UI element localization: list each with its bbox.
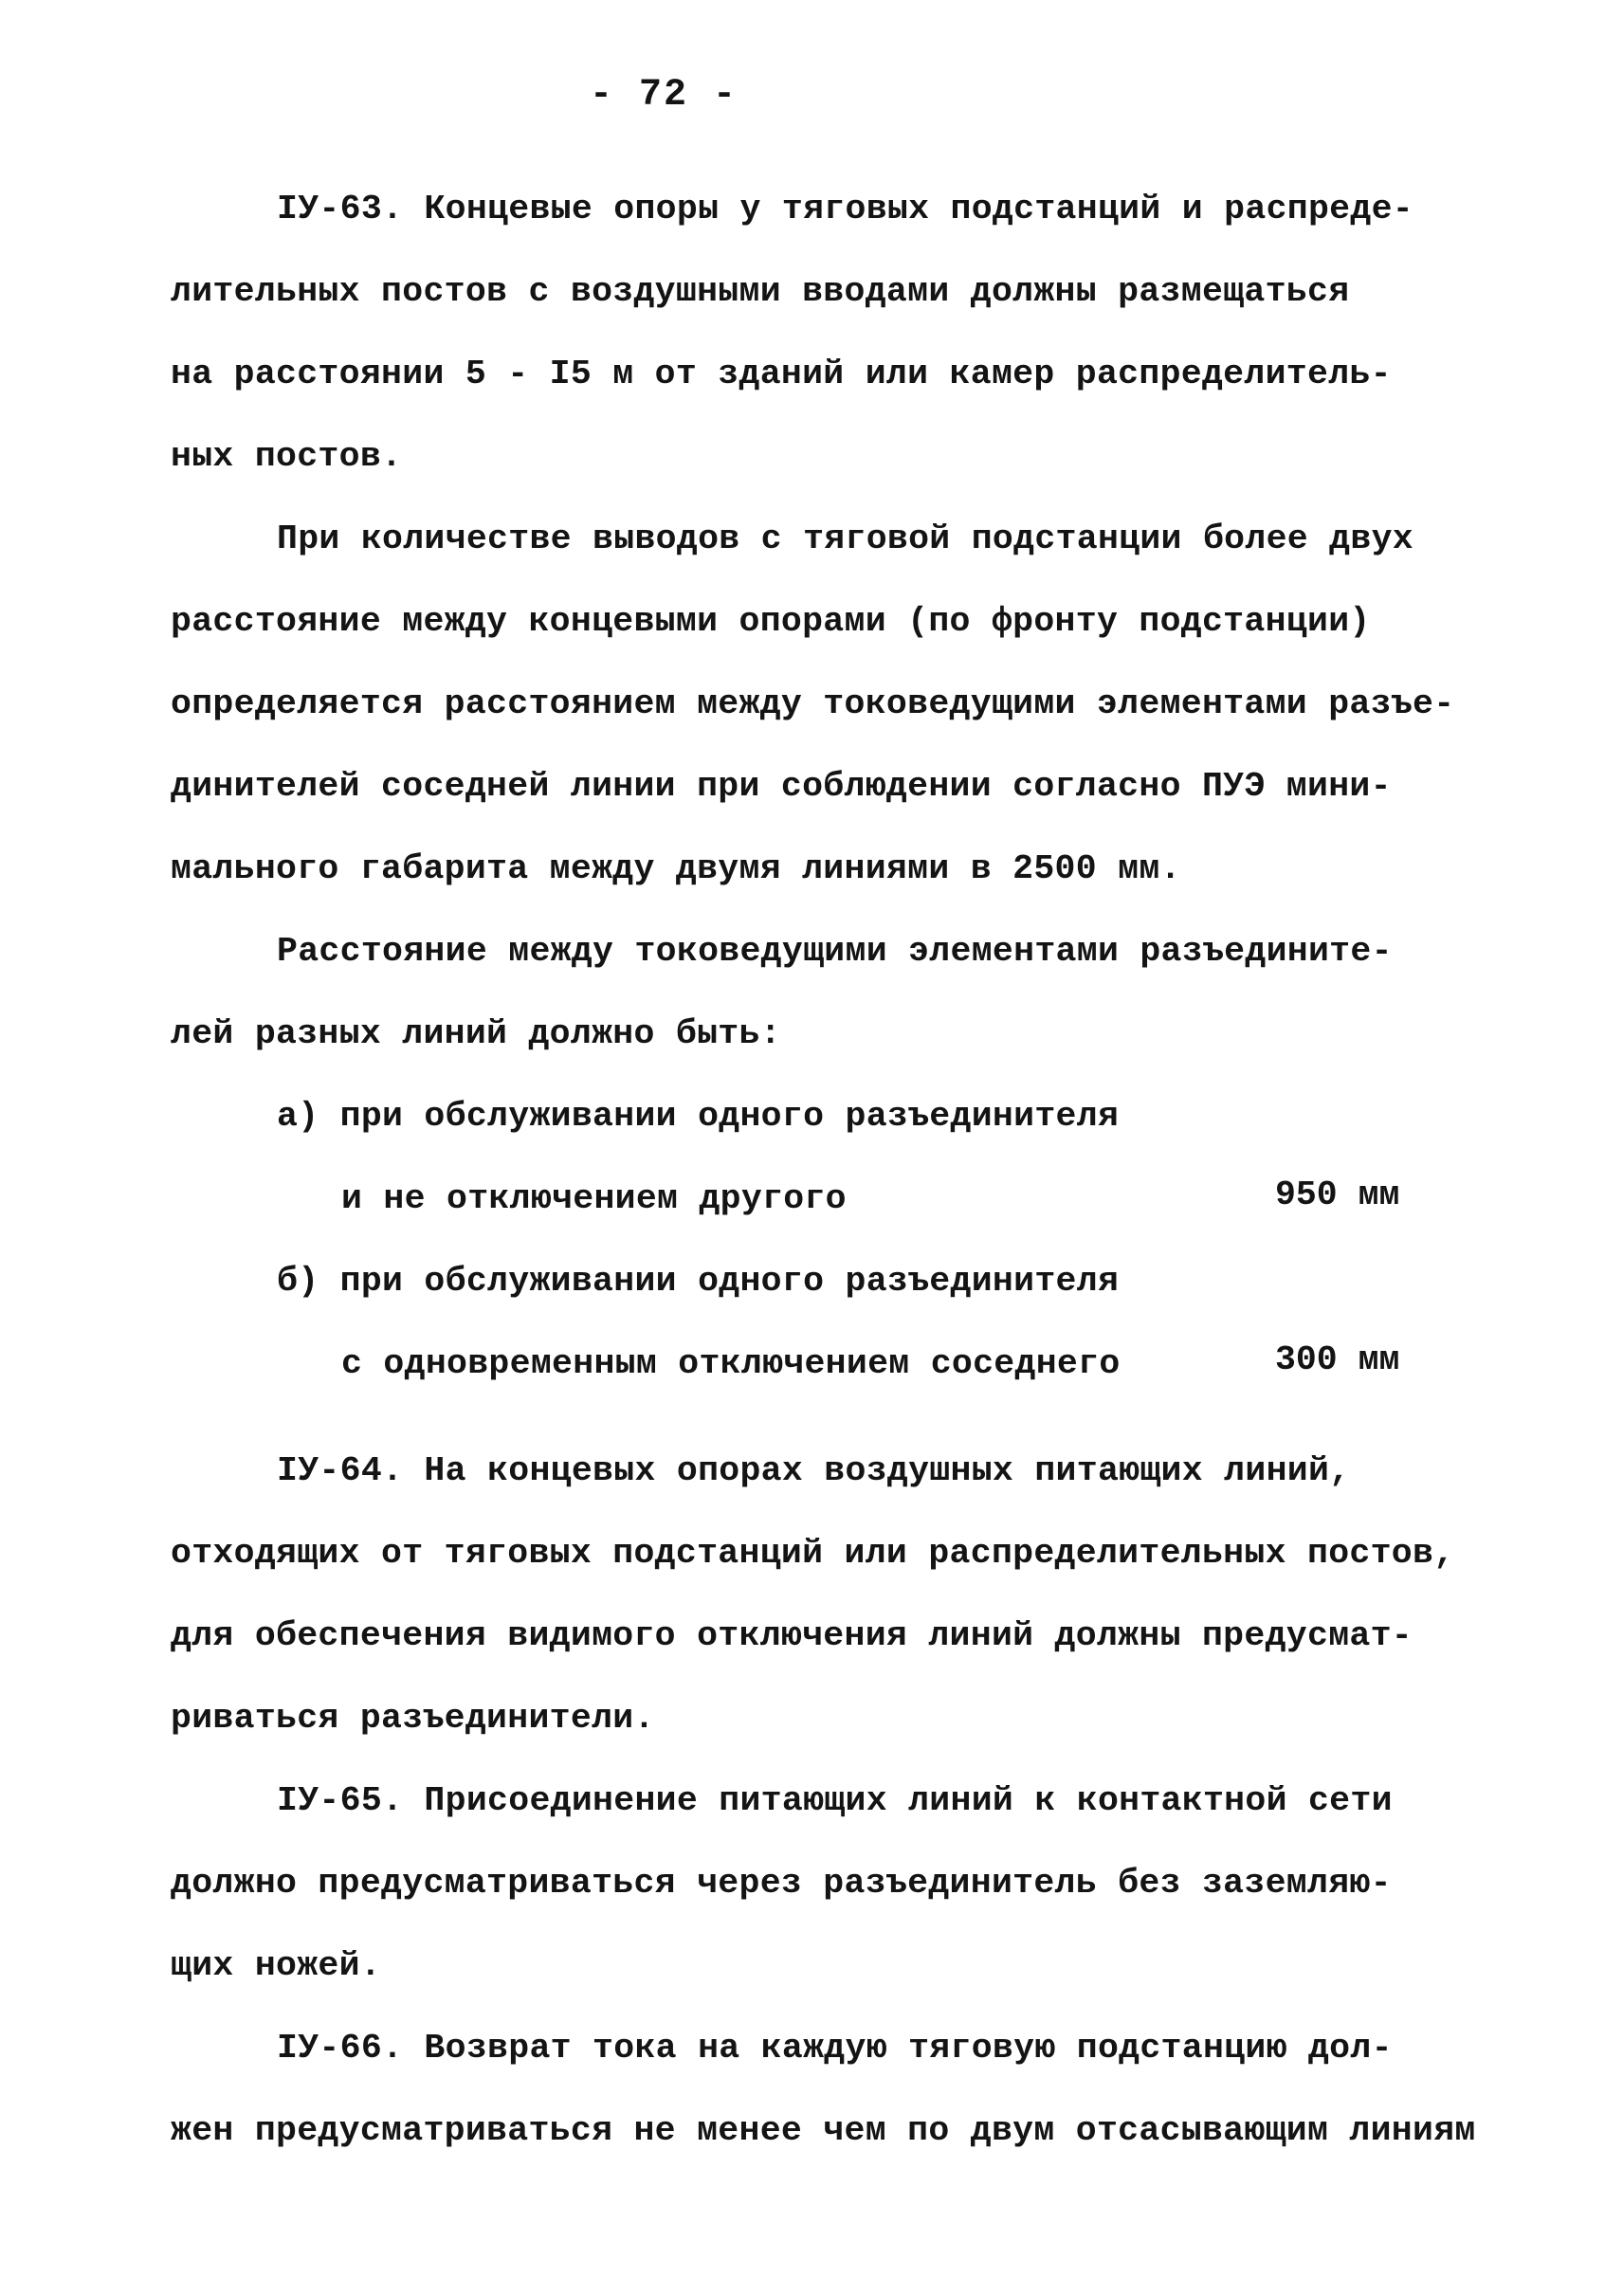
text-line: на расстоянии 5 - I5 м от зданий или камер распределитель- [171, 355, 1392, 393]
list-item-value: 950 мм [1275, 1175, 1400, 1214]
text-line: При количестве выводов с тяговой подстанции более двух [277, 519, 1413, 558]
text-line: Расстояние между токоведущими элементами разъедините- [277, 932, 1393, 971]
list-item-value: 300 мм [1275, 1340, 1400, 1379]
text-line: IУ-64. На концевых опорах воздушных питающих линий, [277, 1451, 1351, 1490]
text-line: риваться разъединители. [171, 1699, 655, 1738]
list-item-line: и не отключением другого [341, 1179, 847, 1218]
list-item-line: а) при обслуживании одного разъединителя [277, 1097, 1120, 1136]
text-line: мального габарита между двумя линиями в 2500 мм. [171, 849, 1181, 888]
text-line: должно предусматриваться через разъединитель без заземляю- [171, 1864, 1392, 1903]
text-line: IУ-66. Возврат тока на каждую тяговую подстанцию дол- [277, 2029, 1393, 2068]
text-line: определяется расстоянием между токоведущими элементами разъе- [171, 684, 1455, 723]
text-line: лительных постов с воздушными вводами должны размещаться [171, 272, 1350, 311]
text-line: отходящих от тяговых подстанций или распределительных постов, [171, 1534, 1455, 1573]
text-line: ных постов. [171, 437, 403, 476]
text-line: для обеспечения видимого отключения линий должны предусмат- [171, 1616, 1413, 1655]
list-item-line: с одновременным отключением соседнего [341, 1344, 1121, 1383]
text-line: щих ножей. [171, 1946, 382, 1985]
page-number: - 72 - [589, 74, 739, 117]
text-line: жен предусматриваться не менее чем по двум отсасывающим линиям [171, 2111, 1476, 2150]
text-line: лей разных линий должно быть: [171, 1014, 781, 1053]
text-line: IУ-63. Концевые опоры у тяговых подстанций и распреде- [277, 190, 1413, 228]
text-line: IУ-65. Присоединение питающих линий к контактной сети [277, 1781, 1393, 1820]
list-item-line: б) при обслуживании одного разъединителя [277, 1262, 1120, 1301]
text-line: динителей соседней линии при соблюдении согласно ПУЭ мини- [171, 767, 1392, 806]
text-line: расстояние между концевыми опорами (по фронту подстанции) [171, 602, 1371, 641]
